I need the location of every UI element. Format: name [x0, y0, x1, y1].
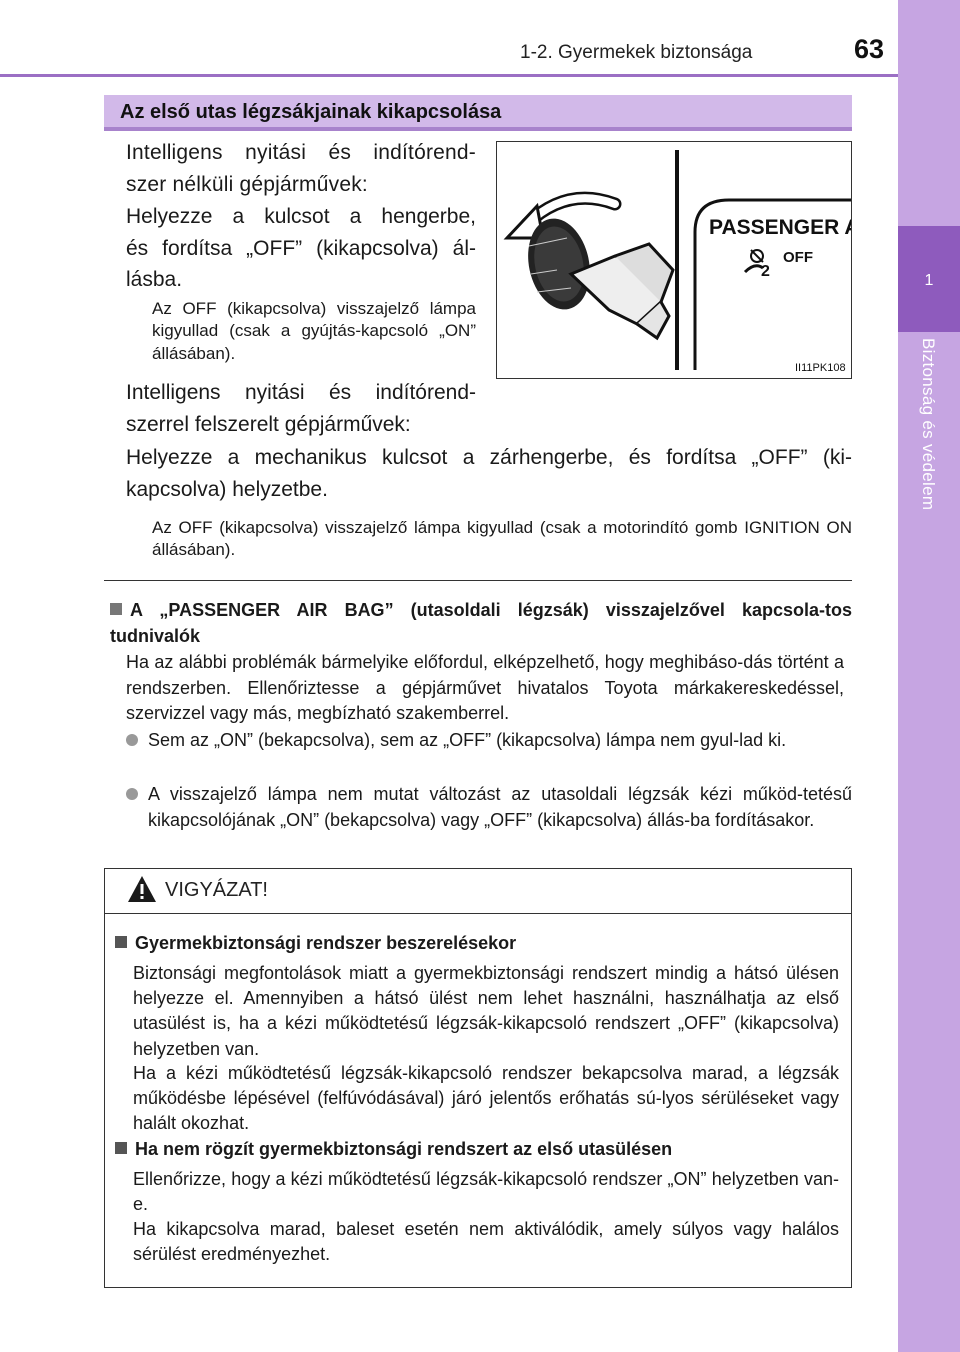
no-smart-step-l2: és fordítsa „OFF” (kikapcsolva) ál- — [126, 236, 476, 260]
caution-item-2-heading — [115, 1139, 672, 1160]
info-heading-text: A „PASSENGER AIR BAG” (utasoldali légzsák) visszajelzővel kapcsola-tos tudnivalók — [110, 600, 852, 646]
illustration-code: II11PK108 — [795, 362, 846, 374]
info-bullet-text: Sem az „ON” (bekapcsolva), sem az „OFF” (kikapcsolva) lámpa nem gyul-lad ki. — [148, 730, 787, 750]
panel-passenger-text: PASSENGER A — [709, 216, 851, 239]
section-divider — [104, 580, 852, 581]
no-smart-note: Az OFF (kikapcsolva) visszajelző lámpa kigyullad (csak a gyújtás-kapcsoló „ON” állásában). — [152, 299, 476, 363]
side-band — [898, 0, 960, 1352]
illustration-airbag-switch — [496, 141, 852, 379]
caution-item-1-text2: Ha a kézi működtetésű légzsák-kikapcsoló rendszer bekapcsolva marad, a légzsák működésbe lépésével (felfúvódásával) járó jelentős erőhatás sú-lyos sérüléseket vagy halált okozhat. — [133, 1063, 839, 1134]
no-smart-heading-l1: Intelligens nyitási és indítórend- — [126, 141, 476, 164]
page-number: 63 — [854, 34, 885, 64]
no-smart-heading-l2: szer nélküli gépjárművek: — [126, 172, 368, 196]
section-header — [104, 95, 852, 131]
caution-item-2-text1: Ellenőrizze, hogy a kézi működtetésű légzsák-kikapcsoló rendszer „ON” helyzetben van-e. — [133, 1169, 839, 1215]
caution-title: VIGYÁZAT! — [165, 879, 268, 901]
info-bullet-2 — [126, 782, 852, 833]
square-bullet-icon — [115, 936, 127, 948]
smart-heading-l2: szerrel felszerelt gépjárművek: — [126, 412, 411, 436]
info-bullet-text: A visszajelző lámpa nem mutat változást az utasoldali légzsák kézi működ-tetésű kikapcsolójának „ON” (bekapcsolva) vagy „OFF” (kikapcsolva) állás-ba fordításakor. — [148, 784, 852, 830]
square-bullet-icon — [110, 603, 122, 615]
bullet-dot-icon — [126, 734, 138, 746]
smart-note: Az OFF (kikapcsolva) visszajelző lámpa kigyullad (csak a motorindító gomb IGNITION ON állásában). — [152, 518, 852, 560]
info-body: Ha az alábbi problémák bármelyike előfordul, elképzelhető, hogy meghibáso-dás történt a rendszerben. Ellenőriztesse a gépjárművet hivatalos Toyota márkakereskedéssel, szervizzel vagy más, megbízható szakemberrel. — [126, 652, 844, 724]
section-title: Az első utas légzsákjainak kikapcsolása — [120, 101, 502, 123]
caution-box — [104, 868, 852, 1288]
caution-header — [105, 869, 851, 914]
smart-step: Helyezze a mechanikus kulcsot a zárhengerbe, és fordítsa „OFF” (ki-kapcsolva) helyzetbe. — [126, 446, 852, 501]
panel-off-text: OFF — [783, 249, 813, 266]
panel-seat-number: 2 — [761, 263, 770, 280]
caution-item-2-text2: Ha kikapcsolva marad, baleset esetén nem aktiválódik, amely súlyos vagy halálos sérülést eredményezhet. — [133, 1219, 839, 1265]
no-smart-step-l3: lásba. — [126, 268, 183, 291]
no-smart-heading — [126, 137, 476, 200]
caution-item-1-heading — [115, 933, 516, 954]
square-bullet-icon — [115, 1142, 127, 1154]
bullet-dot-icon — [126, 788, 138, 800]
chapter-number: 1 — [924, 272, 934, 289]
header-rule — [0, 74, 898, 77]
info-heading — [110, 598, 852, 649]
caution-item-1-heading-text: Gyermekbiztonsági rendszer beszerelésekor — [135, 933, 517, 953]
info-bullet-1 — [126, 728, 852, 754]
no-smart-step-l1: Helyezze a kulcsot a hengerbe, — [126, 205, 476, 228]
caution-item-1-text1: Biztonsági megfontolások miatt a gyermekbiztonsági rendszert mindig a hátsó ülésen helyezze el. Amennyiben a hátsó ülést nem lehet használni, használhatja az első utasülést is, ha a kézi működtetésű légzsák-kikapcsoló rendszert „OFF” (kikapcsolva) helyzetben van. — [133, 963, 839, 1059]
warning-triangle-icon — [127, 875, 157, 903]
airbag-switch-drawing — [497, 142, 851, 378]
smart-heading — [126, 377, 476, 440]
chapter-title: Biztonság és védelem — [919, 338, 938, 511]
smart-heading-l1: Intelligens nyitási és indítórend- — [126, 381, 476, 404]
running-header: 1-2. Gyermekek biztonsága — [520, 42, 753, 63]
chapter-tab — [898, 226, 960, 332]
caution-item-2-heading-text: Ha nem rögzít gyermekbiztonsági rendszert az első utasülésen — [135, 1139, 673, 1159]
no-smart-step — [126, 201, 476, 296]
